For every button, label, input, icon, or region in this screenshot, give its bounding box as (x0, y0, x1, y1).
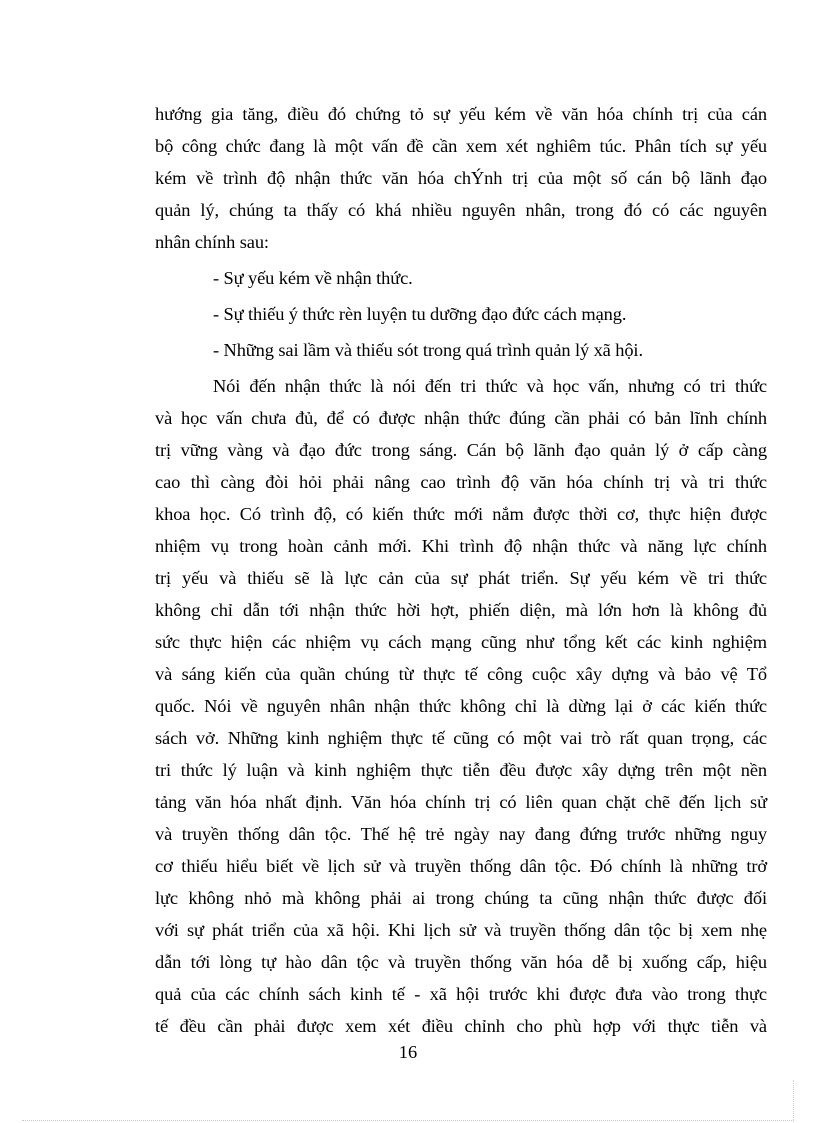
text-line: không chỉ dẫn tới nhận thức hời hợt, phiến diện, mà lớn hơn là không đủ (155, 600, 767, 620)
text-line: tế đều cần phải được xem xét điều chỉnh cho phù hợp với thực tiễn và (155, 1016, 767, 1036)
text-line: hướng gia tăng, điều đó chứng tỏ sự yếu kém về văn hóa chính trị của cán (155, 104, 767, 124)
page-corner-mark (793, 1080, 794, 1120)
paragraph-first-line: Nói đến nhận thức là nói đến tri thức và học vấn, nhưng có tri thức (213, 376, 767, 396)
text-line: lực không nhỏ mà không phải ai trong chúng ta cũng nhận thức được đối (155, 888, 767, 908)
text-line: dẫn tới lòng tự hào dân tộc và truyền thống văn hóa dễ bị xuống cấp, hiệu (155, 952, 767, 972)
text-line: kém về trình độ nhận thức văn hóa chÝnh trị của một số cán bộ lãnh đạo (155, 168, 767, 188)
text-line: trị vững vàng và đạo đức trong sáng. Cán bộ lãnh đạo quản lý ở cấp càng (155, 440, 767, 460)
bullet-item: - Sự yếu kém về nhận thức. (213, 268, 413, 288)
text-line: sức thực hiện các nhiệm vụ cách mạng cũng như tổng kết các kinh nghiệm (155, 632, 767, 652)
text-line: và học vấn chưa đủ, để có được nhận thức đúng cần phải có bản lĩnh chính (155, 408, 767, 428)
bullet-item: - Sự thiếu ý thức rèn luyện tu dưỡng đạo đức cách mạng. (213, 304, 627, 324)
text-line: tri thức lý luận và kinh nghiệm thực tiễn đều được xây dựng trên một nền (155, 760, 767, 780)
text-line: trị yếu và thiếu sẽ là lực cản của sự phát triển. Sự yếu kém về tri thức (155, 568, 767, 588)
text-line: quản lý, chúng ta thấy có khá nhiều nguyên nhân, trong đó có các nguyên (155, 200, 767, 220)
text-line: cơ thiếu hiểu biết về lịch sử và truyền thống dân tộc. Đó chính là những trở (155, 856, 767, 876)
text-line: quả của các chính sách kinh tế - xã hội trước khi được đưa vào trong thực (155, 984, 767, 1004)
text-line: và truyền thống dân tộc. Thế hệ trẻ ngày nay đang đứng trước những nguy (155, 824, 767, 844)
document-body (155, 98, 767, 1042)
text-line: cao thì càng đòi hỏi phải nâng cao trình độ văn hóa chính trị và tri thức (155, 472, 767, 492)
page-number: 16 (398, 1042, 418, 1062)
page-bottom-border (22, 1120, 794, 1121)
text-line: sách vở. Những kinh nghiệm thực tế cũng có một vai trò rất quan trọng, các (155, 728, 767, 748)
text-line: quốc. Nói về nguyên nhân nhận thức không chỉ là dừng lại ở các kiến thức (155, 696, 767, 716)
text-line: với sự phát triển của xã hội. Khi lịch sử và truyền thống dân tộc bị xem nhẹ (155, 920, 767, 940)
bullet-item: - Những sai lầm và thiếu sót trong quá trình quản lý xã hội. (213, 340, 643, 360)
text-line: bộ công chức đang là một vấn đề cần xem xét nghiêm túc. Phân tích sự yếu (155, 136, 767, 156)
text-line: khoa học. Có trình độ, có kiến thức mới nắm được thời cơ, thực hiện được (155, 504, 767, 524)
text-line: và sáng kiến của quần chúng từ thực tế công cuộc xây dựng và bảo vệ Tổ (155, 664, 767, 684)
text-line: tảng văn hóa nhất định. Văn hóa chính trị có liên quan chặt chẽ đến lịch sử (155, 792, 767, 812)
text-line: nhân chính sau: (155, 232, 269, 252)
text-line: nhiệm vụ trong hoàn cảnh mới. Khi trình độ nhận thức và năng lực chính (155, 536, 767, 556)
